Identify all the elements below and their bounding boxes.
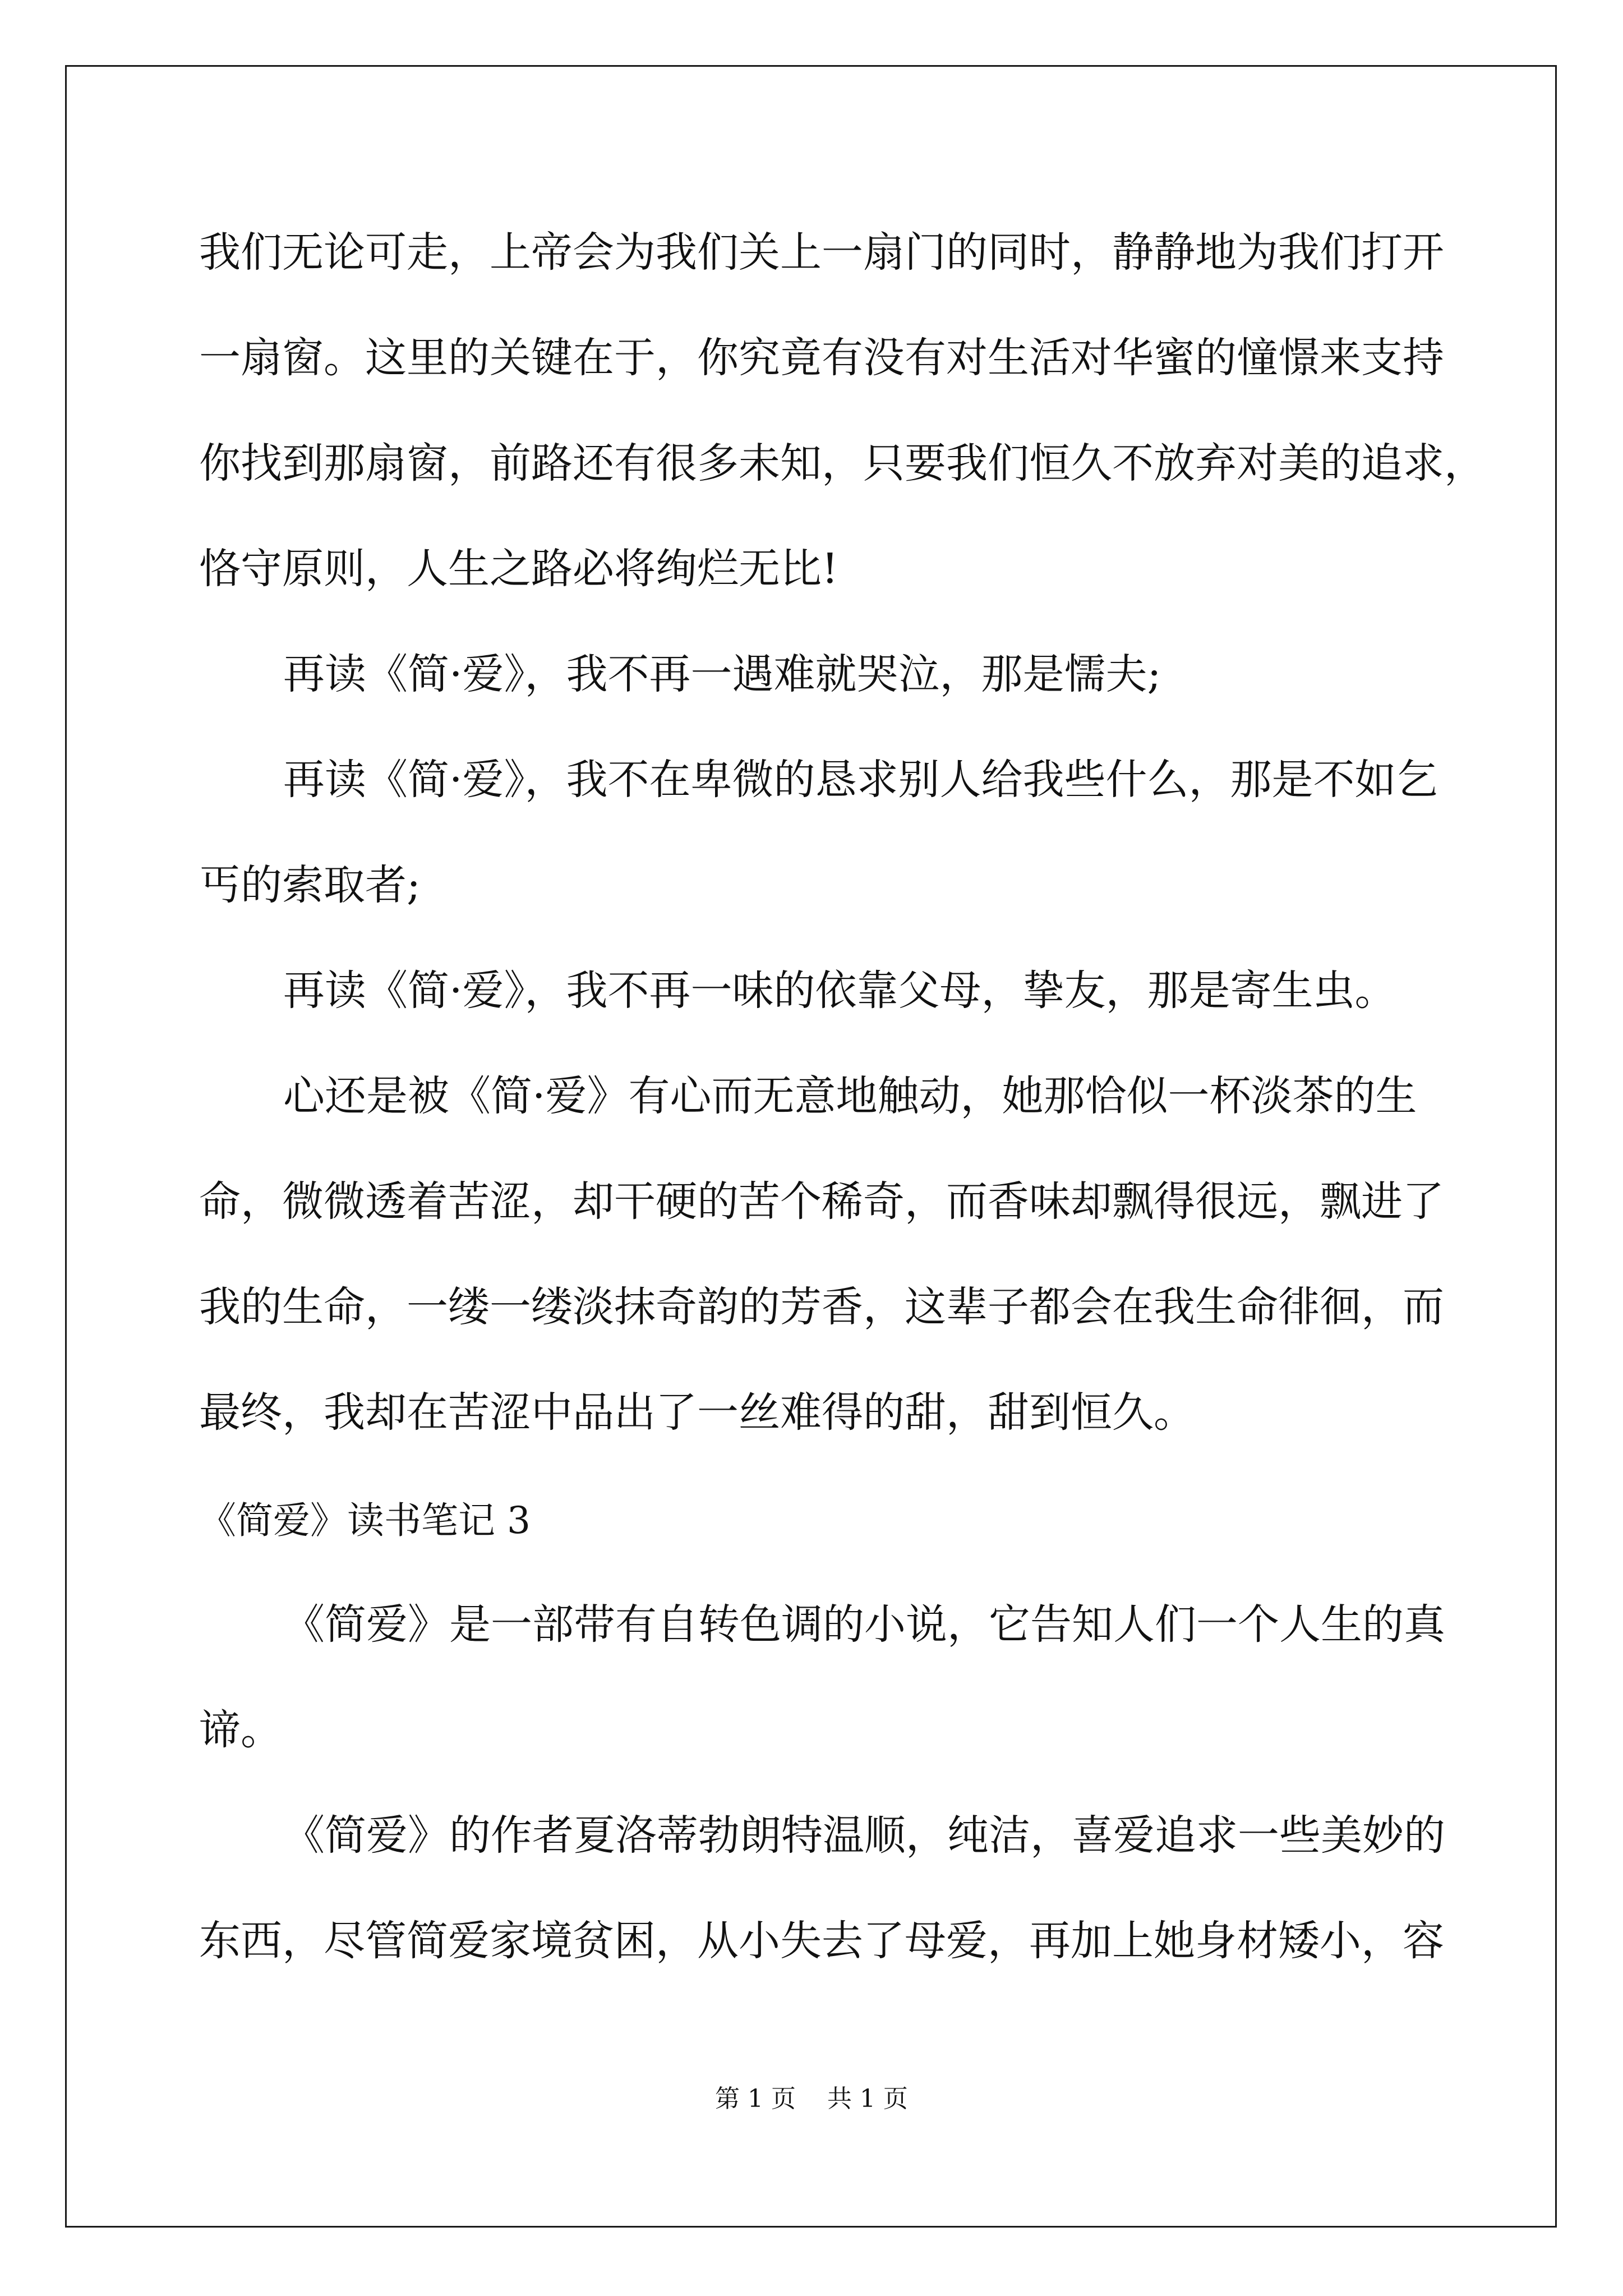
- paragraph-3-line-2: 丐的索取者;: [199, 861, 421, 909]
- paragraph-1-line-1: 我们无论可走，上帝会为我们关上一扇门的同时，静静地为我们打开: [199, 228, 1444, 277]
- paragraph-1-line-3: 你找到那扇窗，前路还有很多未知，只要我们恒久不放弃对美的追求，: [199, 439, 1486, 487]
- paragraph-1-line-2: 一扇窗。这里的关键在于，你究竟有没有对生活对华蜜的憧憬来支持: [199, 334, 1444, 382]
- paragraph-5-line-4: 最终，我却在苦涩中品出了一丝难得的甜，甜到恒久。: [199, 1388, 1195, 1437]
- page-border: [65, 65, 1557, 2228]
- paragraph-4-line-1: 再读《简·爱》，我不再一味的依靠父母，挚友，那是寄生虫。: [283, 967, 1396, 1015]
- paragraph-3-line-1: 再读《简·爱》，我不在卑微的恳求别人给我些什么，那是不如乞: [283, 756, 1438, 804]
- paragraph-2-line-1: 再读《简·爱》，我不再一遇难就哭泣，那是懦夫;: [283, 650, 1161, 698]
- paragraph-5-line-2: 命，微微透着苦涩，却干硬的苦个稀奇，而香味却飘得很远，飘进了: [199, 1177, 1444, 1226]
- section-paragraph-1-line-2: 谛。: [199, 1706, 282, 1754]
- paragraph-1-line-4: 恪守原则，人生之路必将绚烂无比!: [199, 545, 838, 593]
- section-heading: 《简爱》读书笔记 3: [199, 1499, 531, 1542]
- page-footer: 第 1 页 共 1 页: [715, 2085, 908, 2113]
- section-paragraph-2-line-2: 东西，尽管简爱家境贫困，从小失去了母爱，再加上她身材矮小，容: [199, 1917, 1444, 1965]
- section-paragraph-1-line-1: 《简爱》是一部带有自转色调的小说，它告知人们一个人生的真: [283, 1600, 1445, 1649]
- paragraph-5-line-1: 心还是被《简·爱》有心而无意地触动，她那恰似一杯淡茶的生: [283, 1072, 1417, 1120]
- paragraph-5-line-3: 我的生命，一缕一缕淡抹奇韵的芳香，这辈子都会在我生命徘徊，而: [199, 1283, 1444, 1331]
- section-paragraph-2-line-1: 《简爱》的作者夏洛蒂勃朗特温顺，纯洁，喜爱追求一些美妙的: [283, 1811, 1445, 1860]
